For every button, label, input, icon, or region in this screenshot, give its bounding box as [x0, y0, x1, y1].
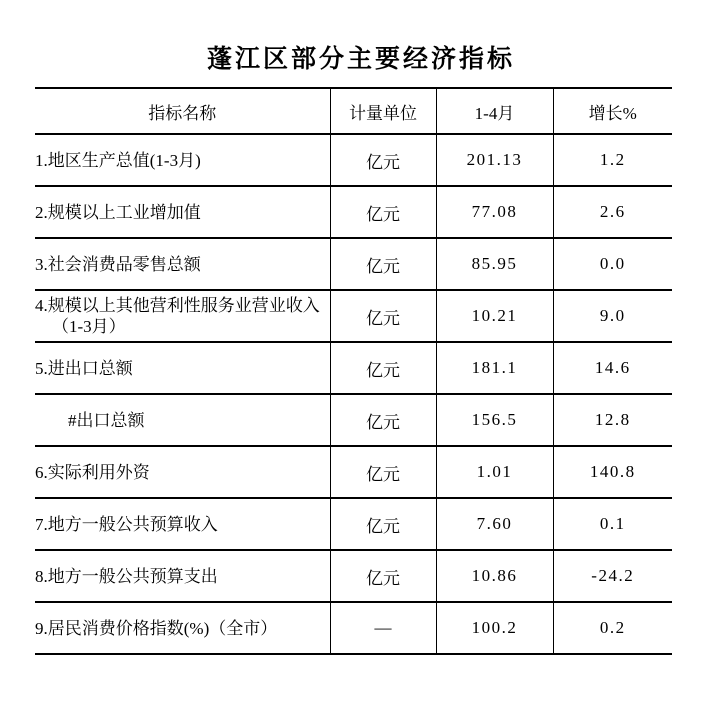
unit-cell: 亿元: [330, 394, 436, 446]
growth-cell: 0.2: [553, 602, 672, 654]
table-header-row: [35, 88, 672, 134]
table-row: [35, 238, 672, 290]
table-row: [35, 186, 672, 238]
growth-cell: 0.1: [553, 498, 672, 550]
growth-cell: 12.8: [553, 394, 672, 446]
unit-cell: 亿元: [330, 446, 436, 498]
unit-cell: 亿元: [330, 550, 436, 602]
indicator-name-cell: 6.实际利用外资: [35, 446, 330, 498]
unit-cell: —: [330, 602, 436, 654]
economic-indicators-table: [35, 87, 672, 655]
value-cell: 10.21: [436, 290, 553, 342]
indicator-name-cell: 9.居民消费价格指数(%)（全市）: [35, 602, 330, 654]
value-cell: 100.2: [436, 602, 553, 654]
value-cell: 181.1: [436, 342, 553, 394]
value-cell: 156.5: [436, 394, 553, 446]
unit-cell: 亿元: [330, 498, 436, 550]
unit-cell: 亿元: [330, 186, 436, 238]
indicator-name-cell: 3.社会消费品零售总额: [35, 238, 330, 290]
table-row: [35, 498, 672, 550]
growth-cell: 14.6: [553, 342, 672, 394]
value-cell: 77.08: [436, 186, 553, 238]
table-row: [35, 342, 672, 394]
table-row: [35, 394, 672, 446]
table-row: [35, 446, 672, 498]
indicator-name-cell: #出口总额: [35, 394, 330, 446]
table-row: [35, 602, 672, 654]
unit-cell: 亿元: [330, 238, 436, 290]
table-row: [35, 290, 672, 342]
header-unit: 计量单位: [330, 88, 436, 134]
indicator-name-line1: 4.规模以上其他营利性服务业营业收入: [35, 296, 320, 315]
value-cell: 10.86: [436, 550, 553, 602]
unit-cell: 亿元: [330, 134, 436, 186]
value-cell: 85.95: [436, 238, 553, 290]
indicator-name-cell: 7.地方一般公共预算收入: [35, 498, 330, 550]
value-cell: 1.01: [436, 446, 553, 498]
value-cell: 7.60: [436, 498, 553, 550]
indicator-name-cell: 5.进出口总额: [35, 342, 330, 394]
indicator-name-cell: [35, 290, 330, 342]
page-title: 蓬江区部分主要经济指标: [206, 46, 515, 73]
unit-cell: 亿元: [330, 342, 436, 394]
table-row: [35, 550, 672, 602]
unit-cell: 亿元: [330, 290, 436, 342]
indicator-name-cell: 1.地区生产总值(1-3月): [35, 134, 330, 186]
growth-cell: 9.0: [553, 290, 672, 342]
value-cell: 201.13: [436, 134, 553, 186]
header-indicator-name: 指标名称: [35, 88, 330, 134]
growth-cell: 140.8: [553, 446, 672, 498]
header-growth: 增长%: [553, 88, 672, 134]
indicator-name-cell: 2.规模以上工业增加值: [35, 186, 330, 238]
growth-cell: -24.2: [553, 550, 672, 602]
indicator-name-line2: （1-3月）: [52, 317, 126, 336]
growth-cell: 0.0: [553, 238, 672, 290]
indicator-name-cell: 8.地方一般公共预算支出: [35, 550, 330, 602]
table-row: [35, 134, 672, 186]
growth-cell: 1.2: [553, 134, 672, 186]
growth-cell: 2.6: [553, 186, 672, 238]
header-period: 1-4月: [436, 88, 553, 134]
